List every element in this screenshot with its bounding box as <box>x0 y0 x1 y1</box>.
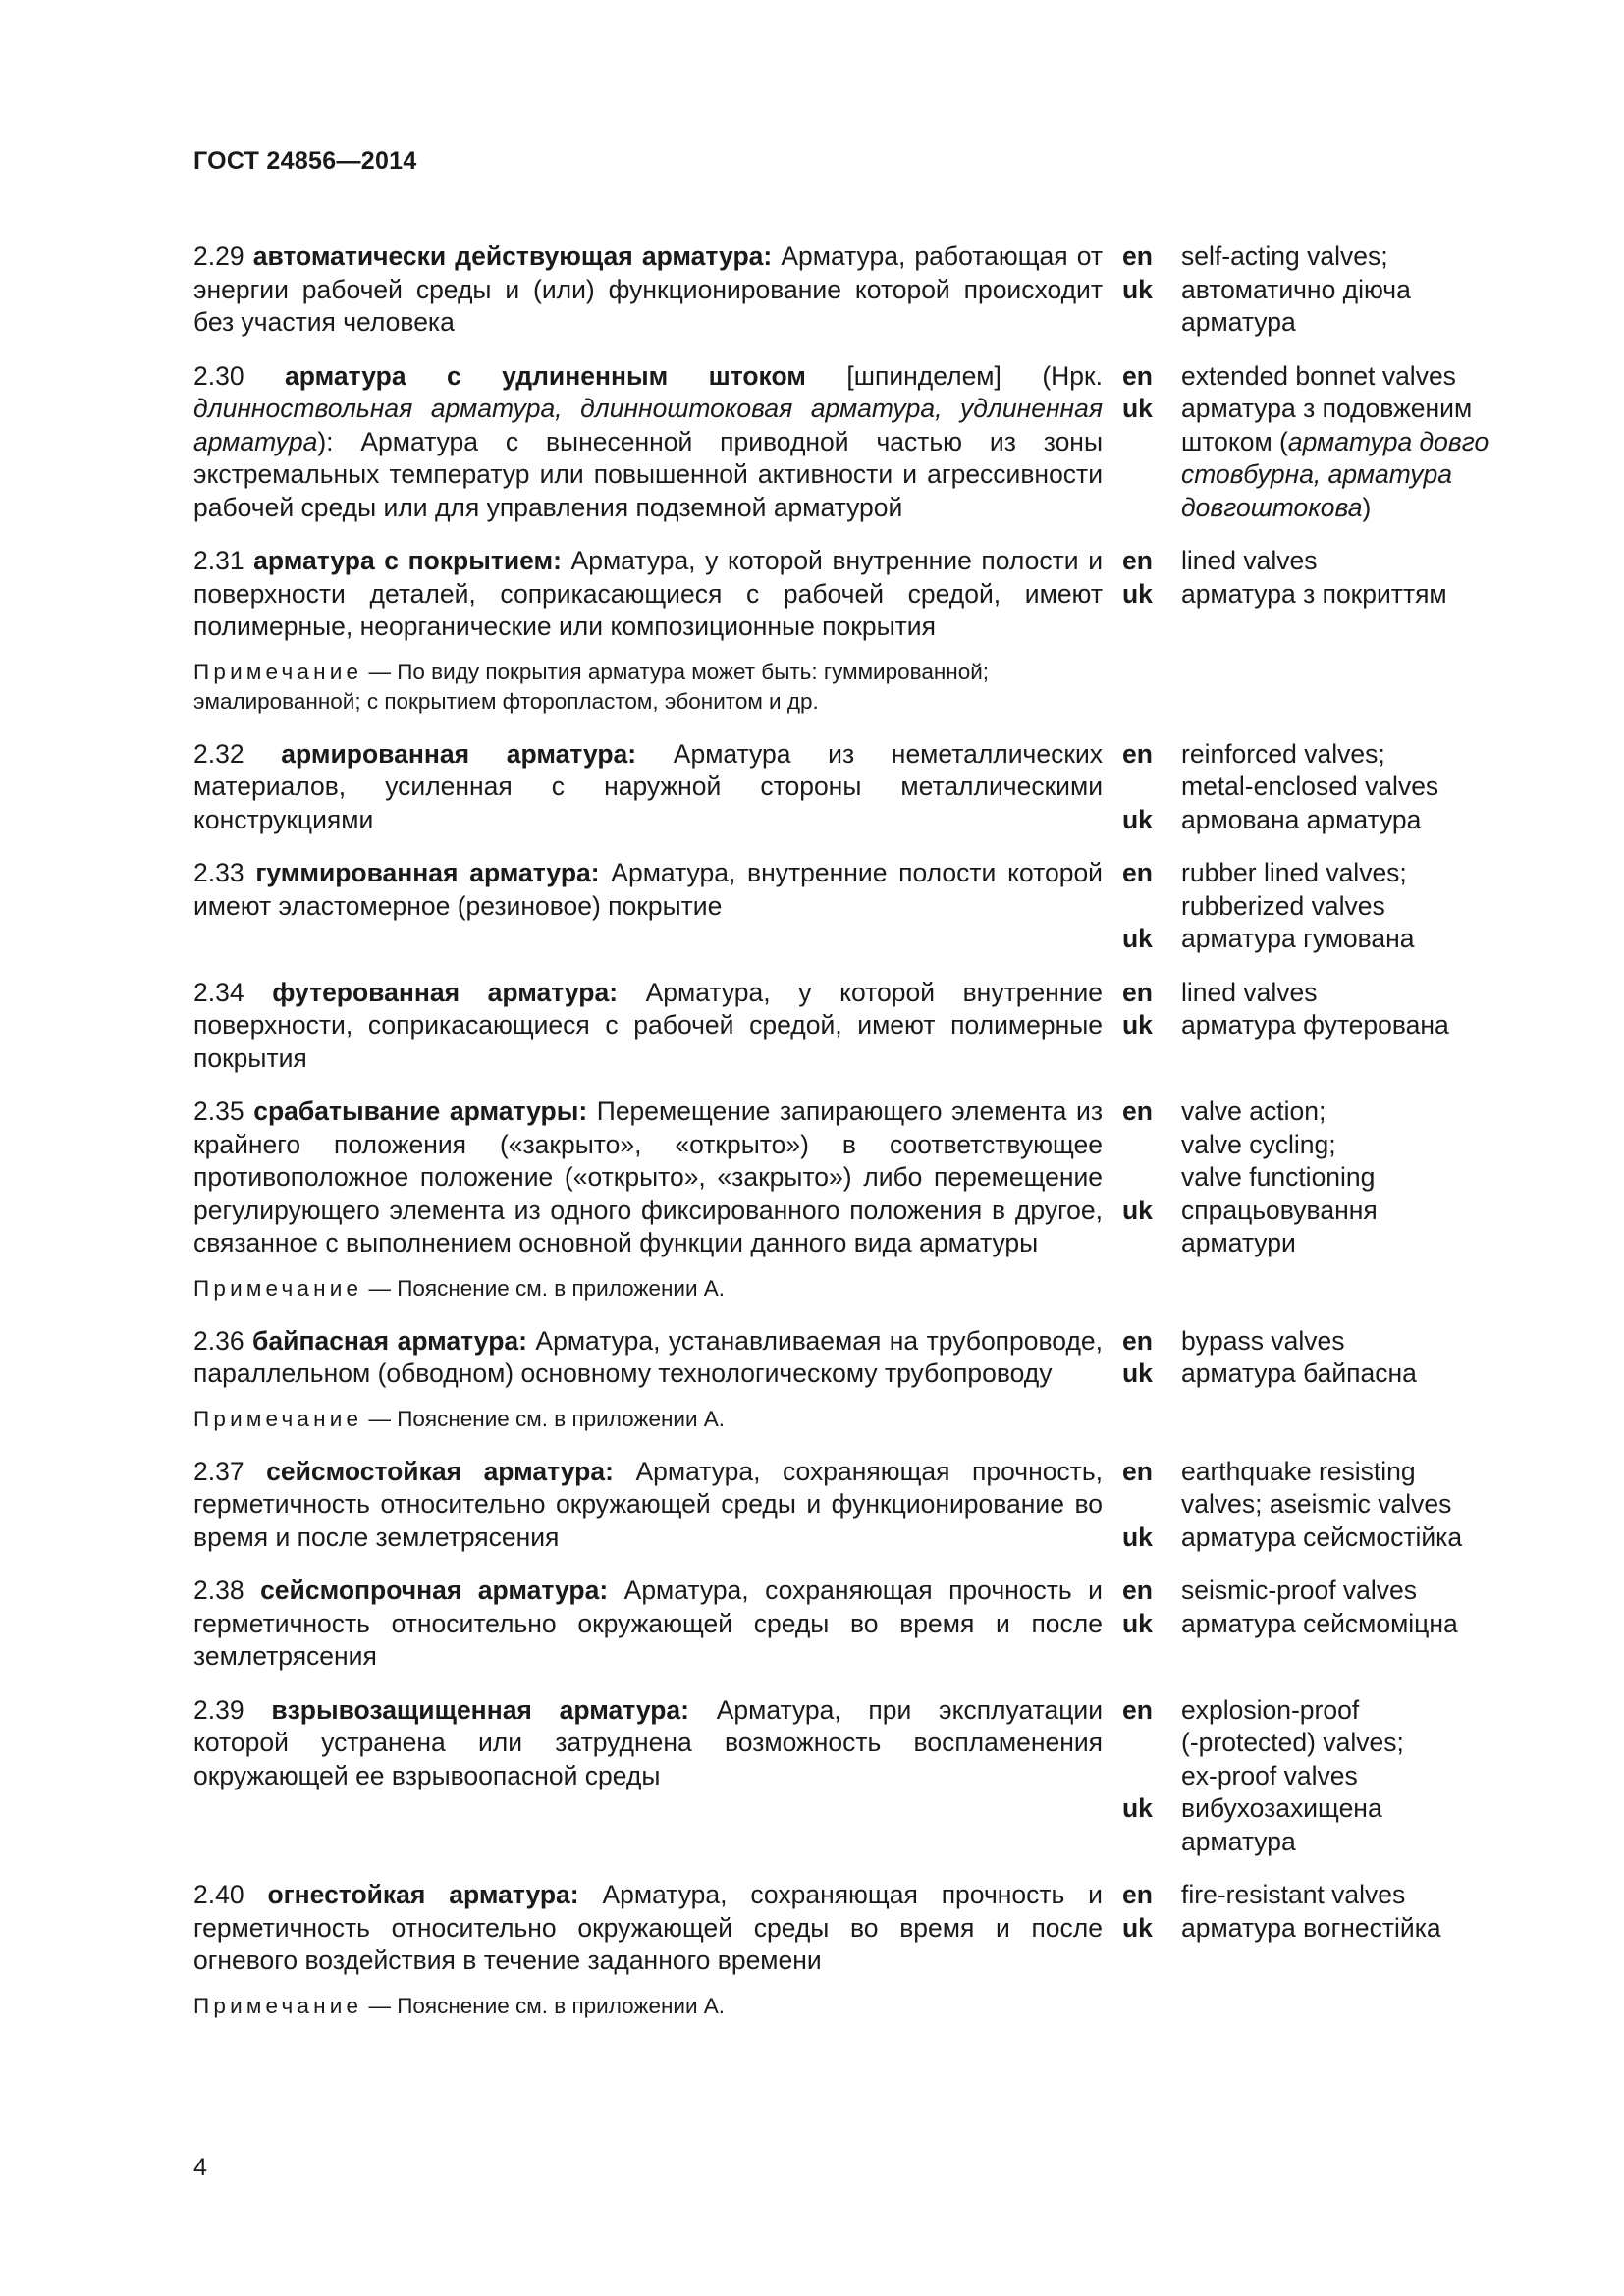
lang-code: uk <box>1122 394 1153 423</box>
translated-term: fire-resistant valves <box>1181 1880 1406 1909</box>
note <box>193 1274 1103 1304</box>
term-number: 2.40 <box>193 1880 244 1909</box>
translated-term: lined valves <box>1181 546 1318 575</box>
translated-term: довгоштокова) <box>1181 492 1372 522</box>
translation-row <box>1122 240 1509 274</box>
translation-row <box>1122 545 1509 578</box>
definition-text: Арматура, при эксплуатации которой устранена или затруднена возможность воспламенения окружающей ее взрывоопасной среды <box>193 1694 1103 1790</box>
term-title: автоматически действующая арматура: <box>252 241 773 271</box>
translation-row <box>1122 1879 1509 1912</box>
translation-row <box>1122 360 1509 394</box>
term-title: гуммированная арматура: <box>255 858 600 887</box>
translated-term: lined valves <box>1181 977 1318 1007</box>
translated-term: штоком (арматура довго <box>1181 426 1489 456</box>
definition-text: Арматура, сохраняющая прочность и герметичность относительно окружающей среды во время и после землетрясения <box>193 1575 1103 1671</box>
definition-text: Перемещение запирающего элемента из крайнего положения («закрыто», «открыто») в соответствующее противоположное положение («открыто», «закрыто») либо перемещение регулирующего элемента из одного фиксированного положения в другое, связанное с выполнением основной функции данного вида арматуры <box>193 1096 1103 1257</box>
note <box>193 658 1103 717</box>
lang-code: en <box>1122 1880 1153 1909</box>
translation-row <box>1122 771 1509 804</box>
translation-row <box>1122 306 1509 340</box>
translation-row <box>1122 1325 1509 1359</box>
term-definition <box>193 240 1103 340</box>
translated-term: вибухозахищена <box>1181 1793 1382 1823</box>
term-number: 2.29 <box>193 241 244 271</box>
translated-term: reinforced valves; <box>1181 738 1385 769</box>
translation-row <box>1122 1760 1509 1793</box>
note-label: Примечание <box>193 659 363 684</box>
page-number: 4 <box>193 2154 207 2181</box>
translations <box>1122 738 1509 837</box>
term-title: сейсмопрочная арматура: <box>260 1575 609 1605</box>
term-number: 2.36 <box>193 1325 244 1356</box>
translation-row <box>1122 458 1509 492</box>
translations <box>1122 1575 1509 1640</box>
note <box>193 1992 1103 2021</box>
translated-term: explosion-proof <box>1181 1694 1360 1725</box>
translated-term: арматура з покриттям <box>1181 578 1447 609</box>
term-entry <box>193 1575 1509 1674</box>
translation-row <box>1122 1912 1509 1946</box>
translated-term: seismic-proof valves <box>1181 1575 1418 1605</box>
term-number: 2.37 <box>193 1456 244 1486</box>
lang-code: uk <box>1122 1195 1153 1225</box>
translated-term: (-protected) valves; <box>1181 1728 1404 1757</box>
lang-code: uk <box>1122 1359 1153 1388</box>
translations <box>1122 857 1509 956</box>
translated-term: арматура сейсмоміцна <box>1181 1608 1458 1638</box>
translated-term: metal-enclosed valves <box>1181 772 1439 801</box>
terms-list <box>193 240 1509 2043</box>
translated-term: арматура <box>1181 1826 1296 1856</box>
lang-code: en <box>1122 1694 1153 1725</box>
translation-row <box>1122 393 1509 426</box>
term-number: 2.30 <box>193 360 244 391</box>
translation-row <box>1122 426 1509 459</box>
note-text: — По виду покрытия арматура может быть: гуммированной; эмалированной; с покрытием фторопластом, эбонитом и др. <box>193 659 990 714</box>
translation-row <box>1122 857 1509 890</box>
lang-code: en <box>1122 241 1153 271</box>
definition-text: Арматура, внутренние полости которой имеют эластомерное (резиновое) покрытие <box>193 858 1103 921</box>
term-entry <box>193 857 1509 956</box>
translated-term: армована арматура <box>1181 804 1422 834</box>
term-definition <box>193 1879 1103 1978</box>
translation-row <box>1122 1575 1509 1608</box>
term-entry <box>193 240 1509 340</box>
translated-term: арматура сейсмостійка <box>1181 1522 1463 1552</box>
translations <box>1122 360 1509 525</box>
lang-code: en <box>1122 858 1153 887</box>
translated-term: арматура <box>1181 307 1296 337</box>
term-definition <box>193 977 1103 1076</box>
translated-term: valve action; <box>1181 1096 1326 1126</box>
term-number: 2.31 <box>193 546 244 575</box>
definition-text: Арматура, устанавливаемая на трубопроводе, параллельном (обводном) основному технологическому трубопроводу <box>193 1325 1104 1388</box>
translation-row <box>1122 1522 1509 1555</box>
term-number: 2.32 <box>193 738 244 769</box>
lang-code: uk <box>1122 804 1153 834</box>
translated-term: bypass valves <box>1181 1325 1345 1356</box>
translated-term: арматура з подовженим <box>1181 394 1473 423</box>
definition-text: Арматура, у которой внутренние полости и поверхности деталей, соприкасающиеся с рабочей средой, имеют полимерные, неорганические или композиционные покрытия <box>193 546 1103 641</box>
translated-term: арматура гумована <box>1181 924 1415 953</box>
translation-row <box>1122 1129 1509 1162</box>
term-title: срабатывание арматуры: <box>253 1096 588 1126</box>
translations <box>1122 1095 1509 1260</box>
translations <box>1122 977 1509 1042</box>
translation-row <box>1122 804 1509 837</box>
term-definition <box>193 1694 1103 1793</box>
translation-row <box>1122 1694 1509 1728</box>
term-number: 2.38 <box>193 1575 244 1605</box>
note-text: — Пояснение см. в приложении А. <box>362 1406 726 1431</box>
term-title: арматура с покрытием: <box>253 546 562 575</box>
lang-code: uk <box>1122 578 1153 609</box>
translation-row <box>1122 923 1509 956</box>
term-definition <box>193 1456 1103 1555</box>
term-title: футерованная арматура: <box>272 977 619 1007</box>
lang-code: en <box>1122 1575 1153 1605</box>
term-entry <box>193 1095 1509 1260</box>
lang-code: en <box>1122 360 1153 391</box>
translations <box>1122 240 1509 340</box>
lang-code: uk <box>1122 1010 1153 1040</box>
term-title: армированная арматура: <box>281 738 637 769</box>
term-title: огнестойкая арматура: <box>267 1880 579 1909</box>
translation-row <box>1122 1227 1509 1260</box>
translation-row <box>1122 1608 1509 1641</box>
lang-code: uk <box>1122 1912 1153 1943</box>
note-text: — Пояснение см. в приложении А. <box>362 1993 726 2018</box>
translation-row <box>1122 492 1509 525</box>
translated-term: extended bonnet valves <box>1181 360 1456 391</box>
term-title: взрывозащищенная арматура: <box>271 1694 689 1725</box>
translation-row <box>1122 1195 1509 1228</box>
term-title: байпасная арматура: <box>252 1325 527 1356</box>
translation-row <box>1122 1358 1509 1391</box>
translations <box>1122 1694 1509 1859</box>
term-entry <box>193 545 1509 644</box>
term-number: 2.39 <box>193 1694 244 1725</box>
translation-row <box>1122 977 1509 1010</box>
term-entry <box>193 1325 1509 1391</box>
term-entry <box>193 977 1509 1076</box>
definition-text: Арматура, сохраняющая прочность, герметичность относительно окружающей среды и функционирование во время и после землетрясения <box>193 1456 1103 1552</box>
translated-term: арматура байпасна <box>1181 1359 1417 1388</box>
translation-row <box>1122 1456 1509 1489</box>
definition-text: Арматура, у которой внутренние поверхности, соприкасающиеся с рабочей средой, имеют полимерные покрытия <box>193 977 1103 1073</box>
translation-row <box>1122 1095 1509 1129</box>
definition-text: [шпинделем] (Нрк. длинноствольная арматура, длинноштоковая арматура, удлиненная арматура): Арматура с вынесенной приводной частью из зоны экстремальных температур или повышенной активности и агрессивности рабочей среды или для управления подземной арматурой <box>193 360 1103 522</box>
translated-term: арматура вогнестійка <box>1181 1912 1441 1943</box>
translations <box>1122 1325 1509 1391</box>
lang-code: uk <box>1122 1522 1153 1552</box>
term-entry <box>193 738 1509 837</box>
translation-row <box>1122 1009 1509 1042</box>
translated-term: self-acting valves; <box>1181 241 1388 271</box>
term-definition <box>193 738 1103 837</box>
note-text: — Пояснение см. в приложении А. <box>362 1275 726 1301</box>
term-definition <box>193 545 1103 644</box>
translation-row <box>1122 1792 1509 1826</box>
term-definition <box>193 1575 1103 1674</box>
term-entry <box>193 360 1509 525</box>
term-definition <box>193 1095 1103 1260</box>
definition-text: Арматура из неметаллических материалов, усиленная с наружной стороны металлическими конструкциями <box>193 738 1104 834</box>
translated-term: автоматично діюча <box>1181 274 1411 304</box>
translated-term: valves; aseismic valves <box>1181 1489 1452 1519</box>
translated-term: ex-proof valves <box>1181 1760 1358 1790</box>
lang-code: en <box>1122 1325 1153 1356</box>
note <box>193 1405 1103 1434</box>
translation-row <box>1122 890 1509 924</box>
translated-term: earthquake resisting <box>1181 1456 1416 1486</box>
note-label: Примечание <box>193 1406 363 1431</box>
translated-term: арматура футерована <box>1181 1010 1449 1040</box>
translations <box>1122 1879 1509 1945</box>
term-entry <box>193 1456 1509 1555</box>
term-title: сейсмостойкая арматура: <box>266 1456 614 1486</box>
term-definition <box>193 360 1103 525</box>
translated-term: арматури <box>1181 1228 1296 1257</box>
translation-row <box>1122 274 1509 307</box>
term-number: 2.35 <box>193 1096 244 1126</box>
translation-row <box>1122 1488 1509 1522</box>
lang-code: en <box>1122 1456 1153 1486</box>
translations <box>1122 1456 1509 1555</box>
translation-row <box>1122 1727 1509 1760</box>
translated-term: rubberized valves <box>1181 890 1385 921</box>
term-entry <box>193 1694 1509 1859</box>
lang-code: en <box>1122 738 1153 769</box>
translated-term: valve functioning <box>1181 1162 1376 1192</box>
translation-row <box>1122 738 1509 772</box>
document-header: ГОСТ 24856—2014 <box>193 147 417 175</box>
term-title: арматура с удлиненным штоком <box>285 360 806 391</box>
term-entry <box>193 1879 1509 1978</box>
term-number: 2.33 <box>193 858 244 887</box>
translations <box>1122 545 1509 611</box>
translated-term: спрацьовування <box>1181 1195 1378 1225</box>
translation-row <box>1122 1161 1509 1195</box>
note-label: Примечание <box>193 1993 363 2018</box>
translated-term: rubber lined valves; <box>1181 858 1407 887</box>
translated-term: valve cycling; <box>1181 1129 1336 1159</box>
lang-code: uk <box>1122 1793 1153 1823</box>
lang-code: en <box>1122 546 1153 575</box>
translation-row <box>1122 578 1509 612</box>
lang-code: uk <box>1122 1608 1153 1638</box>
term-definition <box>193 1325 1103 1391</box>
translated-term: стовбурна, арматура <box>1181 459 1452 489</box>
lang-code: uk <box>1122 274 1153 304</box>
term-number: 2.34 <box>193 977 244 1007</box>
translation-row <box>1122 1826 1509 1859</box>
lang-code: en <box>1122 1096 1153 1126</box>
lang-code: uk <box>1122 924 1153 953</box>
lang-code: en <box>1122 977 1153 1007</box>
definition-text: Арматура, сохраняющая прочность и герметичность относительно окружающей среды во время и после огневого воздействия в течение заданного времени <box>193 1880 1103 1975</box>
definition-text: Арматура, работающая от энергии рабочей среды и (или) функционирование которой происходит без участия человека <box>193 241 1103 337</box>
note-label: Примечание <box>193 1275 363 1301</box>
term-definition <box>193 857 1103 923</box>
